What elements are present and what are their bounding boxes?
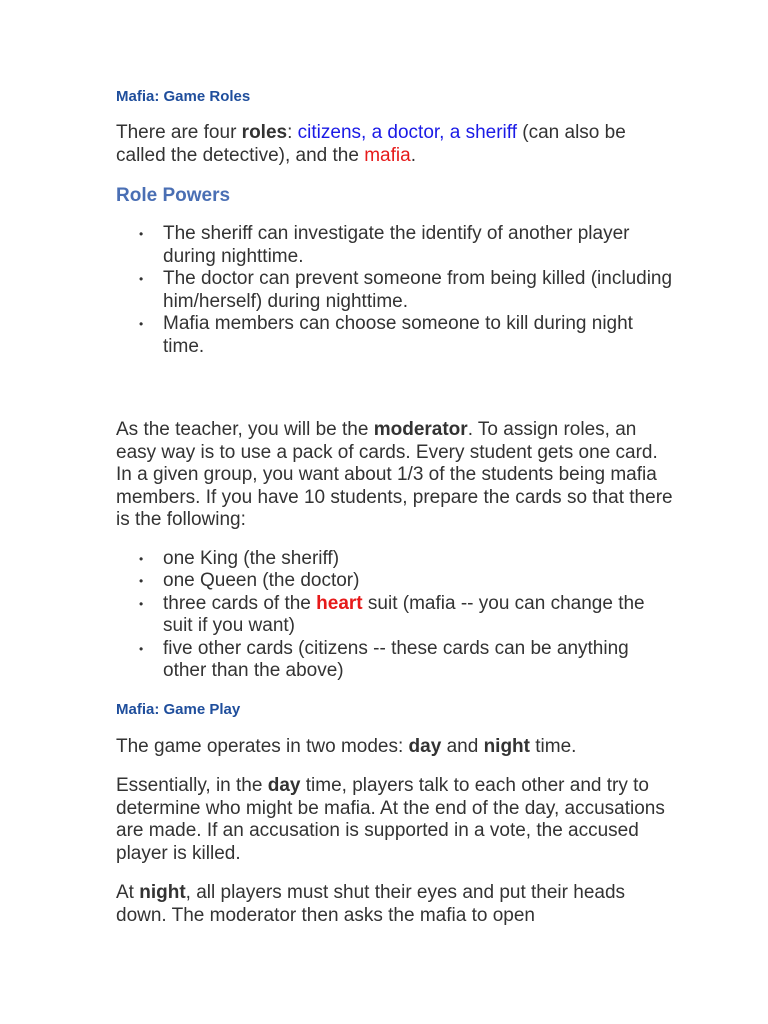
list-item: • one Queen (the doctor) (163, 570, 676, 593)
list-item: • five other cards (citizens -- these cards can be anything other than the above) (163, 638, 676, 683)
day-keyword: day (408, 735, 442, 757)
moderator-keyword: moderator (373, 419, 468, 440)
modes-paragraph: The game operates in two modes: day and night time. (116, 735, 577, 757)
list-item: • three cards of the heart suit (mafia -- you can change the suit if you want) (163, 593, 676, 638)
moderator-paragraph: As the teacher, you will be the moderator. To assign roles, an easy way is to use a pack of cards. Every student gets one card. In a given group, you want about 1/3 of the students being mafia members. If you have 10 students, prepare the cards so that there is the following: (116, 419, 673, 530)
night-keyword: night (139, 882, 186, 903)
night-keyword: night (483, 735, 530, 757)
roles-list-link-text: citizens, a doctor, a sheriff (297, 122, 517, 143)
role-powers-list (116, 223, 676, 358)
card-setup-list (116, 548, 676, 683)
roles-intro-paragraph: There are four roles: citizens, a doctor, a sheriff (can also be called the detective), and the mafia. (116, 122, 626, 166)
list-item: • Mafia members can choose someone to kill during night time. (163, 313, 676, 358)
list-item: • The doctor can prevent someone from being killed (including him/herself) during nighttime. (163, 268, 676, 313)
document-body (116, 88, 676, 927)
heart-keyword: heart (316, 592, 363, 614)
game-play-heading: Mafia: Game Play (116, 700, 241, 718)
list-item: • The sheriff can investigate the identify of another player during nighttime. (163, 223, 676, 268)
day-time-paragraph: Essentially, in the day time, players talk to each other and try to determine who might be mafia. At the end of the day, accusations are made. If an accusation is supported in a vote, the accused player is killed. (116, 775, 665, 864)
mafia-keyword: mafia (364, 144, 411, 166)
night-time-paragraph: At night, all players must shut their eyes and put their heads down. The moderator then asks the mafia to open (116, 882, 626, 926)
game-roles-heading: Mafia: Game Roles (116, 88, 251, 105)
roles-keyword: roles (241, 122, 288, 143)
day-keyword: day (267, 775, 301, 796)
list-item: • one King (the sheriff) (163, 548, 676, 571)
role-powers-heading: Role Powers (116, 185, 231, 206)
